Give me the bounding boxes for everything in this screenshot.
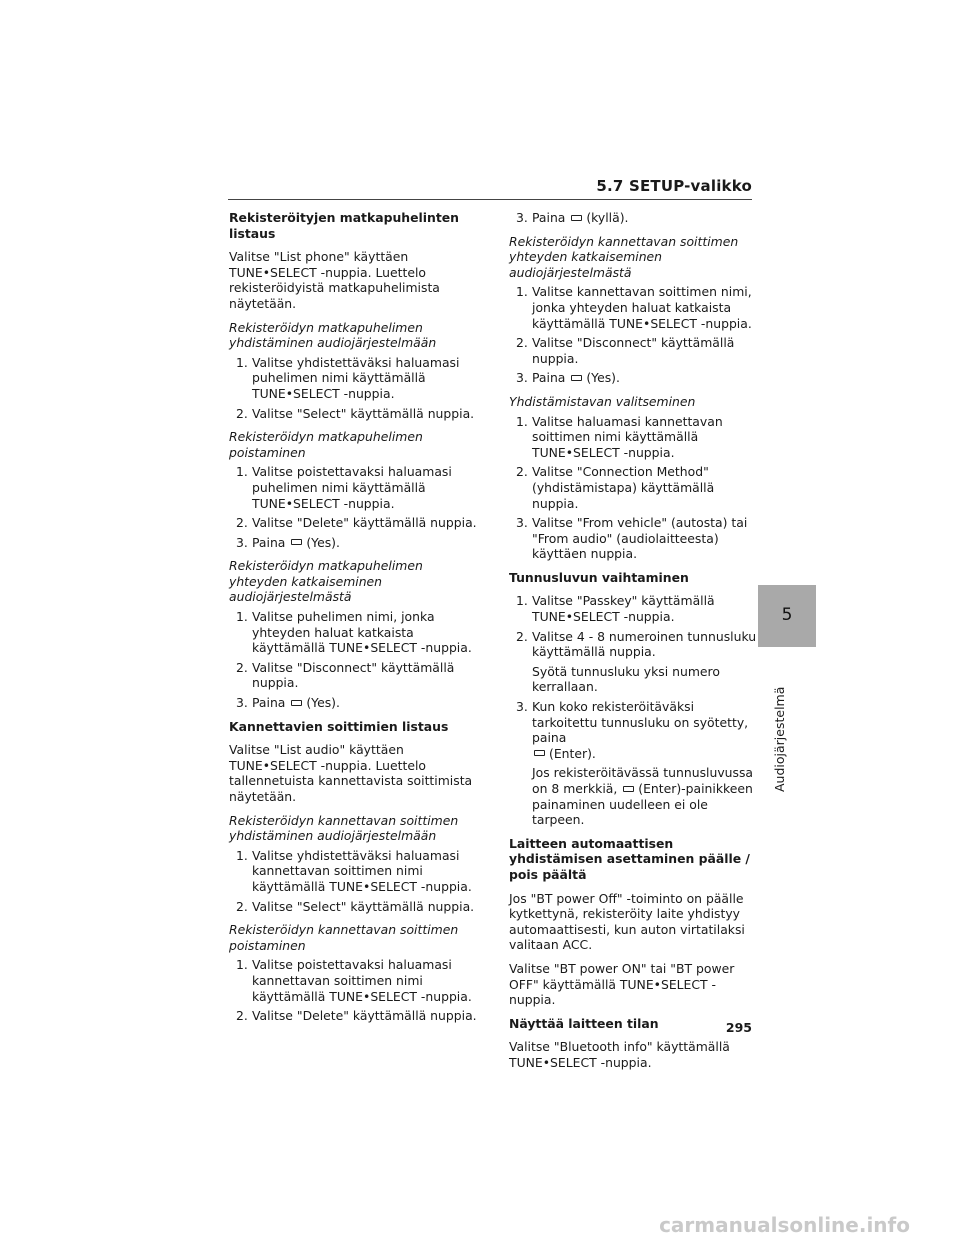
- button-icon: [623, 786, 634, 792]
- list-item: 2. Valitse "Disconnect" käyttämällä nuppia.: [236, 659, 455, 691]
- button-icon: [571, 375, 582, 381]
- list-item: 2. Valitse "Connection Method" (yhdistämistapa) käyttämällä nuppia.: [516, 464, 715, 511]
- list-item: 1. Valitse yhdistettäväksi haluamasi puhelimen nimi käyttämällä TUNE•SELECT -nuppia.: [236, 354, 460, 401]
- button-icon: [534, 750, 545, 756]
- list-item: 2. Valitse "Delete" käyttämällä nuppia.: [236, 515, 477, 531]
- subheading-delete-audio: Rekisteröidyn kannettavan soittimen poistaminen: [229, 922, 459, 953]
- list-item: 1. Valitse haluamasi kannettavan soittimen nimi käyttämällä TUNE•SELECT -nuppia.: [516, 413, 723, 460]
- list-item: 1. Valitse kannettavan soittimen nimi, jonka yhteyden haluat katkaista käyttämällä TUNE•SELECT -nuppia.: [516, 284, 752, 331]
- chapter-label: Audiojärjestelmä: [772, 686, 787, 792]
- watermark: carmanualsonline.info: [659, 1213, 910, 1237]
- list-item: 3. Paina (Yes).: [516, 370, 620, 386]
- heading-auto-connect: Laitteen automaattisen yhdistämisen asettaminen päälle / pois päältä: [509, 835, 750, 882]
- steps-passkey: [509, 593, 759, 827]
- step-number: 3.: [516, 210, 528, 225]
- list-item: 1. Valitse poistettavaksi haluamasi kannettavan soittimen nimi käyttämällä TUNE•SELECT -nuppia.: [236, 957, 472, 1004]
- list-item: 3. Valitse "From vehicle" (autosta) tai "From audio" (audiolaitteesta) käyttäen nuppia.: [516, 515, 748, 562]
- step-number: 2.: [516, 464, 528, 480]
- list-item: 3. Kun koko rekisteröitäväksi tarkoitettu tunnusluku on syötetty, paina (Enter). Jos rekisteröitävässä tunnusluvussa on 8 merkkiä, (Enter)-painikkeen painaminen uudelleen ei ole tarpeen.: [516, 699, 759, 828]
- subheading-disconnect-audio: Rekisteröidyn kannettavan soittimen yhteyden katkaiseminen audiojärjestelmästä: [509, 233, 739, 280]
- steps-connect-phone: [229, 355, 479, 421]
- step-number: 3.: [236, 695, 248, 711]
- section-title: 5.7 SETUP-valikko: [596, 177, 752, 195]
- paragraph-device-status: Valitse "Bluetooth info" käyttämällä TUNE•SELECT -nuppia.: [509, 1039, 730, 1070]
- steps-disconnect-phone: [229, 609, 479, 711]
- list-item: 1. Valitse poistettavaksi haluamasi puhelimen nimi käyttämällä TUNE•SELECT -nuppia.: [236, 464, 452, 511]
- step-number: 1.: [236, 464, 248, 480]
- list-item: 3. Paina (Yes).: [236, 534, 340, 550]
- paragraph-list-audio: Valitse "List audio" käyttäen TUNE•SELECT -nuppia. Luettelo tallennetuista kannettavista soittimista näytetään.: [229, 742, 473, 804]
- subheading-disconnect-phone: Rekisteröidyn matkapuhelimen yhteyden katkaiseminen audiojärjestelmästä: [229, 558, 423, 605]
- step-number: 2.: [236, 1008, 248, 1024]
- list-item: 2. Valitse "Disconnect" käyttämällä nuppia.: [516, 335, 735, 366]
- paragraph-auto-connect-2: Valitse "BT power ON" tai "BT power OFF" käyttämällä TUNE•SELECT -nuppia.: [509, 960, 735, 1008]
- subheading-delete-phone: Rekisteröidyn matkapuhelimen poistaminen: [229, 429, 423, 460]
- step-number: 1.: [236, 957, 248, 973]
- step-number: 1.: [236, 847, 248, 863]
- header-rule: [228, 199, 752, 200]
- step-note: Syötä tunnusluku yksi numero kerrallaan.: [532, 663, 720, 695]
- list-item: 2. Valitse "Delete" käyttämällä nuppia.: [236, 1008, 477, 1024]
- step-number: 3.: [516, 699, 528, 715]
- step-number: 1.: [516, 593, 528, 609]
- step-number: 2.: [236, 659, 248, 675]
- paragraph-list-phones: Valitse "List phone" käyttäen TUNE•SELECT -nuppia. Luettelo rekisteröidyistä matkapuhelimista näytetään.: [229, 249, 440, 311]
- subheading-connect-phone: Rekisteröidyn matkapuhelimen yhdistäminen audiojärjestelmään: [229, 319, 437, 351]
- step-number: 2.: [516, 335, 528, 351]
- heading-list-audio: Kannettavien soittimien listaus: [229, 718, 449, 734]
- steps-connection-method: [509, 414, 759, 562]
- button-icon: [291, 539, 302, 545]
- list-item: 1. Valitse "Passkey" käyttämällä TUNE•SELECT -nuppia.: [516, 593, 715, 625]
- list-item: 3. Paina (kyllä).: [516, 210, 629, 225]
- steps-disconnect-audio: [509, 284, 759, 386]
- right-column: [509, 210, 759, 1079]
- chapter-label-wrapper: [772, 652, 788, 792]
- steps-connect-audio: [229, 848, 479, 914]
- steps-delete-audio-continued: [509, 210, 759, 226]
- page-number: 295: [725, 1020, 752, 1035]
- steps-delete-audio: [229, 957, 479, 1023]
- step-number: 2.: [236, 515, 248, 531]
- step-number: 1.: [516, 413, 528, 429]
- heading-list-phones: Rekisteröityjen matkapuhelinten listaus: [229, 210, 459, 241]
- button-icon: [571, 215, 582, 221]
- list-item: 2. Valitse "Select" käyttämällä nuppia.: [236, 405, 475, 421]
- left-column: [229, 210, 479, 1032]
- step-number: 3.: [516, 370, 528, 386]
- list-item: 1. Valitse puhelimen nimi, jonka yhteyden haluat katkaista käyttämällä TUNE•SELECT -nuppia.: [236, 609, 472, 656]
- steps-delete-phone: [229, 464, 479, 550]
- step-number: 3.: [236, 534, 248, 550]
- step-number: 2.: [236, 405, 248, 421]
- step-number: 1.: [516, 284, 528, 300]
- subheading-connection-method: Yhdistämistavan valitseminen: [509, 393, 696, 409]
- subheading-connect-audio: Rekisteröidyn kannettavan soittimen yhdistäminen audiojärjestelmään: [229, 812, 459, 844]
- list-item: 2. Valitse 4 - 8 numeroinen tunnusluku käyttämällä nuppia. Syötä tunnusluku yksi numero kerrallaan.: [516, 629, 759, 695]
- step-number: 2.: [236, 898, 248, 914]
- step-number: 1.: [236, 354, 248, 370]
- heading-passkey: Tunnusluvun vaihtaminen: [509, 569, 689, 585]
- button-icon: [291, 700, 302, 706]
- step-number: 3.: [516, 515, 528, 531]
- chapter-number: 5: [781, 605, 793, 625]
- heading-device-status: Näyttää laitteen tilan: [509, 1015, 659, 1031]
- list-item: 3. Paina (Yes).: [236, 695, 340, 711]
- step-note: Jos rekisteröitävässä tunnusluvussa on 8 merkkiä, (Enter)-painikkeen painaminen uudelleen ei ole tarpeen.: [532, 765, 754, 828]
- list-item: 2. Valitse "Select" käyttämällä nuppia.: [236, 898, 475, 914]
- step-number: 2.: [516, 628, 528, 644]
- list-item: 1. Valitse yhdistettäväksi haluamasi kannettavan soittimen nimi käyttämällä TUNE•SELECT -nuppia.: [236, 847, 472, 894]
- paragraph-auto-connect-1: Jos "BT power Off" -toiminto on päälle kytkettynä, rekisteröity laite yhdistyy automaattisesti, kun auton virtatilaksi valitaan ACC.: [509, 890, 745, 953]
- step-number: 1.: [236, 609, 248, 625]
